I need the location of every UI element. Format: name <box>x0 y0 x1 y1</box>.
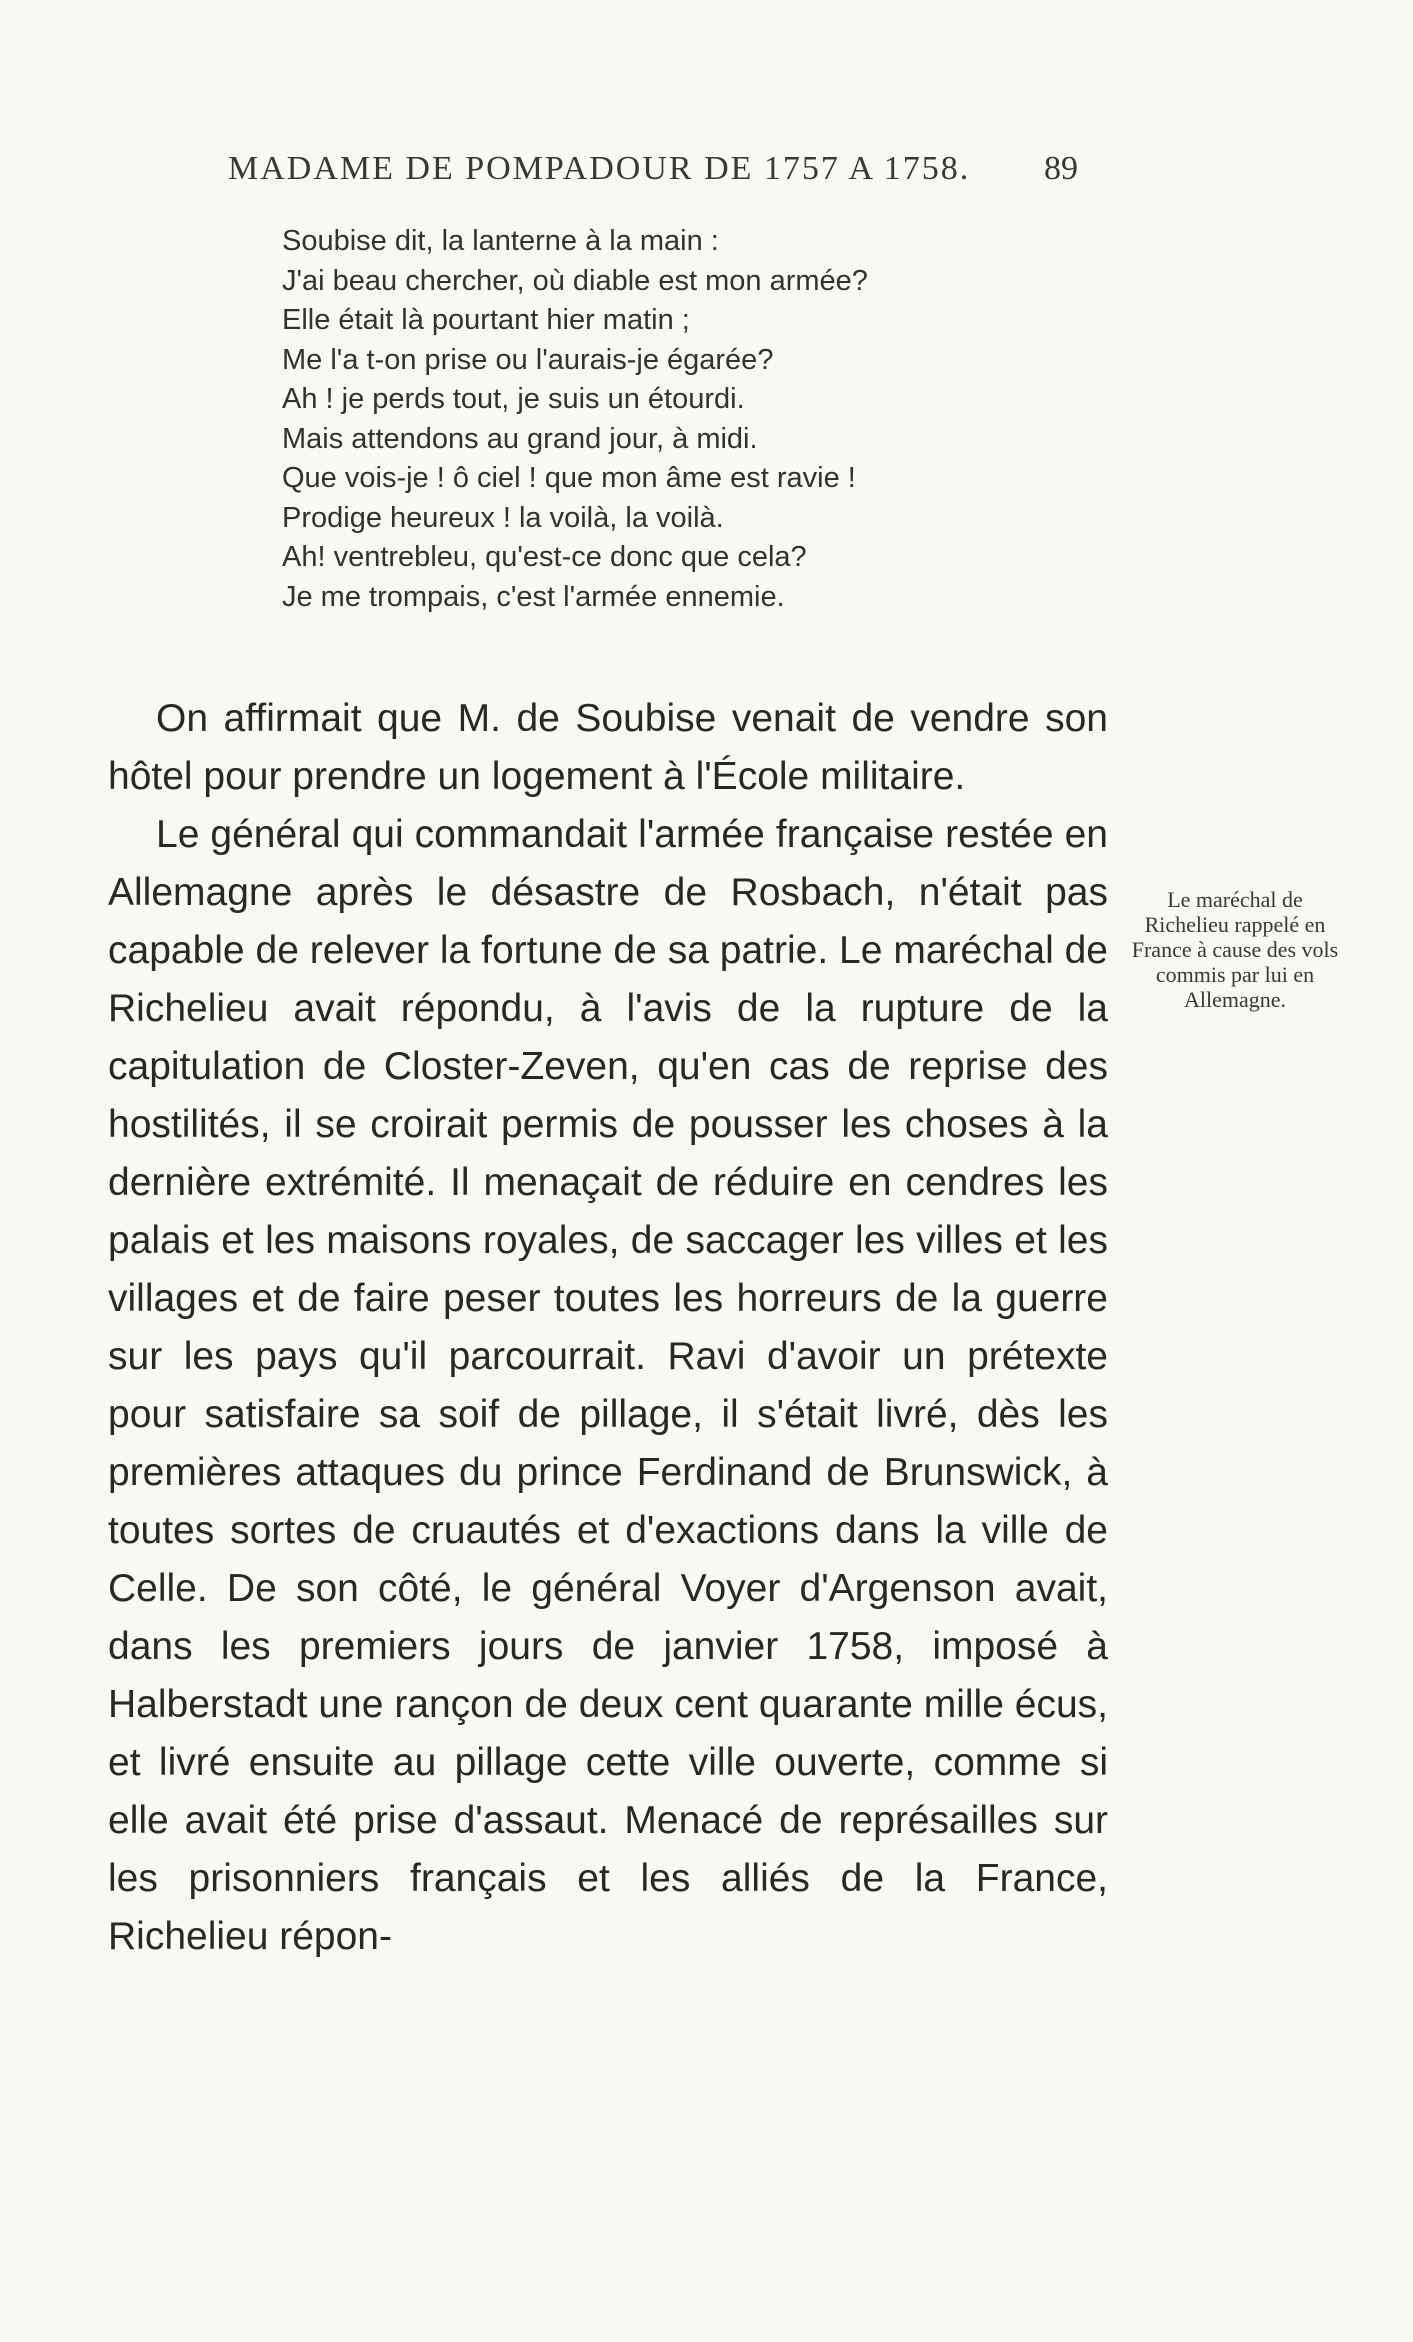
marginal-note: Le maréchal de Richelieu rappelé en France à cause des vols commis par lui en Allemagne. <box>1131 887 1339 1012</box>
body-paragraph-1: On affirmait que M. de Soubise venait de vendre son hôtel pour prendre un logement à l'École militaire. <box>108 697 1108 798</box>
verse-line: Elle était là pourtant hier matin ; <box>282 304 690 336</box>
verse-line: Mais attendons au grand jour, à midi. <box>282 422 758 455</box>
verse-line: Que vois-je ! ô ciel ! que mon âme est ravie ! <box>282 462 856 494</box>
body-text <box>108 690 1108 1966</box>
verse-line: Prodige heureux ! la voilà, la voilà. <box>282 501 724 534</box>
verse-line: Ah ! je perds tout, je suis un étourdi. <box>282 383 745 415</box>
verse-line: J'ai beau chercher, où diable est mon armée? <box>282 264 868 297</box>
running-head: MADAME DE POMPADOUR DE 1757 A 1758. <box>228 150 971 187</box>
verse-line: Soubise dit, la lanterne à la main : <box>282 225 719 257</box>
page-number: 89 <box>1044 150 1078 187</box>
verse-line: Me l'a t-on prise ou l'aurais-je égarée? <box>282 343 774 376</box>
verse-line: Ah! ventrebleu, qu'est-ce donc que cela? <box>282 541 807 573</box>
verse-line: Je me trompais, c'est l'armée ennemie. <box>282 580 785 613</box>
verse-block <box>282 222 1142 617</box>
page-header <box>0 150 1413 200</box>
body-paragraph-2: Le général qui commandait l'armée française restée en Allemagne après le désastre de Rosbach, n'était pas capable de relever la fortune de sa patrie. Le maréchal de Richelieu avait répondu, à l'avis de la rupture de la capitulation de Closter-Zeven, qu'en cas de reprise des hostilités, il se croirait permis de pousser les choses à la dernière extrémité. Il menaçait de réduire en cendres les palais et les maisons royales, de saccager les villes et les villages et de faire peser toutes les horreurs de la guerre sur les pays qu'il parcourrait. Ravi d'avoir un prétexte pour satisfaire sa soif de pillage, il s'était livré, dès les premières attaques du prince Ferdinand de Brunswick, à toutes sortes de cruautés et d'exactions dans la ville de Celle. De son côté, le général Voyer d'Argenson avait, dans les premiers jours de janvier 1758, imposé à Halberstadt une rançon de deux cent quarante mille écus, et livré ensuite au pillage cette ville ouverte, comme si elle avait été prise d'assaut. Menacé de représailles sur les prisonniers français et les alliés de la France, Richelieu répon- <box>108 813 1108 1958</box>
